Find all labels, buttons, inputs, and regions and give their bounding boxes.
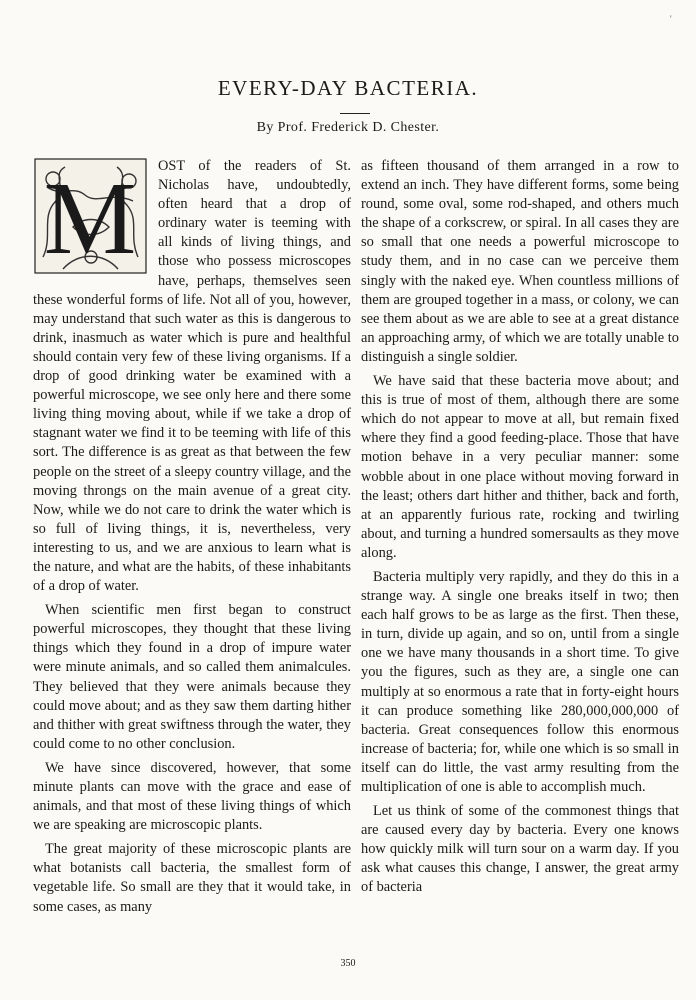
page-number: 350 xyxy=(340,958,356,969)
article-title: EVERY-DAY BACTERIA. xyxy=(217,76,479,100)
paragraph: The great majority of these microscopic plants are what botanists call bacteria, the smallest form of vegetable life. So small are they that it would take, in some cases, as many xyxy=(33,841,351,915)
decorated-initial-m xyxy=(33,157,148,275)
corner-mark: ' xyxy=(670,14,672,24)
svg-text:M: M xyxy=(43,161,137,275)
paragraph: When scientific men first began to construct powerful microscopes, they thought that these living things which they found in a drop of impure water were minute animals, and so called them animalcules. They believed that they were animals because they could move about; and as they saw them darting hither and thither with great swiftness through the water, they could come to no other conclusion. xyxy=(33,602,351,752)
paragraph-text: OST of the readers of St. Nicholas have, undoubtedly, often heard that a drop of ordinary water is teeming with all kinds of living things, and those who possess microscopes have, perhaps, themselves seen these wonderful forms of life. Not all of you, however, may understand that such water as this is dangerous to drink, inasmuch as water which is pure and healthful should contain very few of these living organisms. If a drop of good drinking water be examined with a powerful microscope, we see only here and there some living thing moving about, while if we take a drop of stagnant water we find it to be teeming with life of this sort. The difference is as great as that between the few people on the street of a sleepy country village, and the moving throngs on the main avenue of a great city. Now, while we do not care to drink the water which is so full of living things, it is, nevertheless, very interesting to us, and we are anxious to learn what is the nature, and what are the habits, of these inhabitants of a drop of water. xyxy=(33,158,351,595)
title-divider xyxy=(340,113,370,114)
left-column xyxy=(33,157,351,917)
paragraph: We have since discovered, however, that some minute plants can move with the grace and ease of animals, and that most of these living things of which we are speaking are microscopic plants. xyxy=(33,759,351,834)
byline: By Prof. Frederick D. Chester. xyxy=(256,120,440,135)
paragraph: Bacteria multiply very rapidly, and they do this in a strange way. A single one breaks itself in two; then each half grows to be as large as the first. Then these, in turn, divide up again, and so on, until from a single one we have many thousands in a short time. To give you the figures, such as they are, a single one can multiply at so enormous a rate that in forty-eight hours it can produce something like 280,000,000,000 of bacteria. Great consequences follow this enormous increase of bacteria; for, while one which is so small in itself can do little, the vast army resulting from the multiplication of one is able to accomplish much. xyxy=(361,568,679,795)
ornamental-initial-icon xyxy=(33,157,148,275)
paragraph: as fifteen thousand of them arranged in a row to extend an inch. They have different forms, some being round, some oval, some rod-shaped, and others much the shape of a corkscrew, or spiral. In all cases they are so small that one needs a powerful microscope to study them, and in no case can we perceive them singly with the naked eye. When countless millions of them are grouped together in a mass, or colony, we can see them about as we are able to see at a great distance an approaching army, of which we are totally unable to distinguish a single soldier. xyxy=(361,158,679,365)
paragraph: We have said that these bacteria move about; and this is true of most of them, although there are some which do not appear to move at all, but remain fixed where they find a good feeding-place. Those that have motion behave in a very peculiar manner: some wobble about in one place without moving forward in the least; others dart hither and thither, back and forth, at an apparently furious rate, rocking and twirling about, and turning a hundred somersaults as they move along. xyxy=(361,373,679,561)
paragraph xyxy=(33,157,351,596)
right-column xyxy=(361,157,679,898)
paragraph: Let us think of some of the commonest things that are caused every day by bacteria. Every one knows how quickly milk will turn sour on a warm day. If you ask what causes this change, I answer, the great army of bacteria xyxy=(361,803,679,896)
